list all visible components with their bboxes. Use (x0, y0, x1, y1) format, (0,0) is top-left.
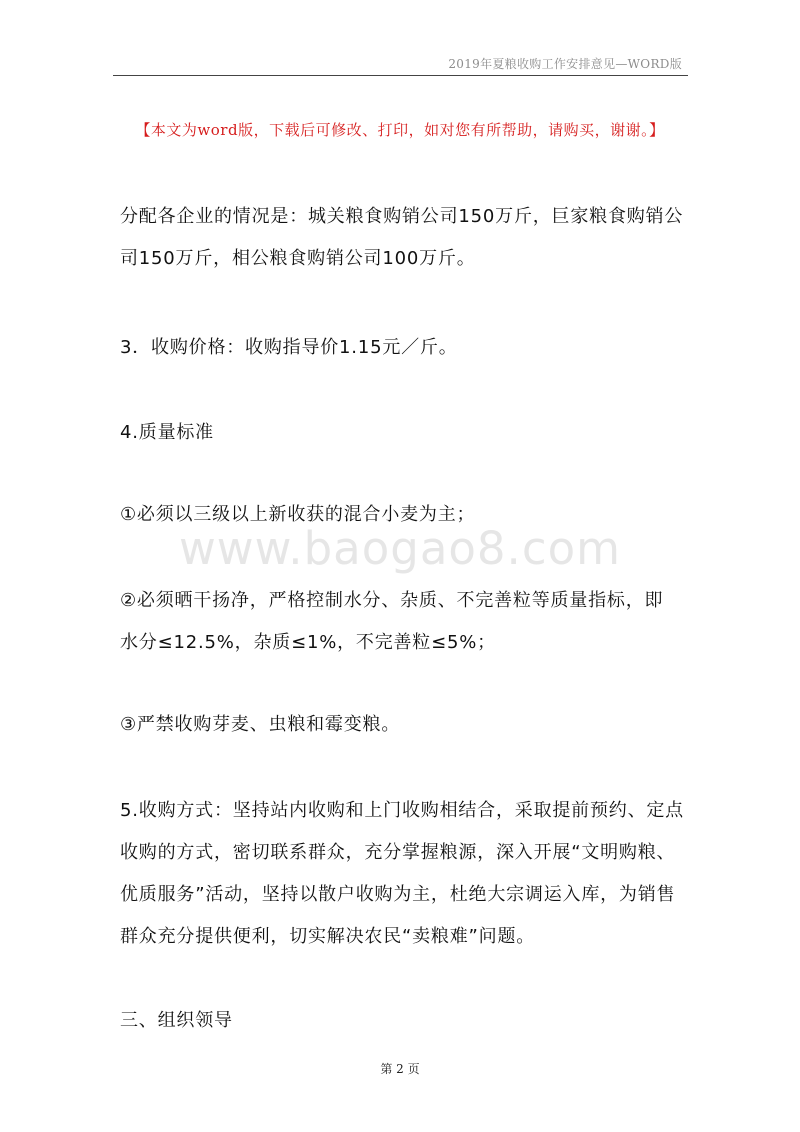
paragraph-quality-2 (120, 580, 690, 664)
purchase-notice: 【本文为word版，下载后可修改、打印，如对您有所帮助，请购买，谢谢。】 (135, 121, 665, 139)
paragraph-line: 3．收购价格：收购指导价1.15元／斤。 (120, 337, 458, 358)
paragraph-line: 水分≤12.5%，杂质≤1%，不完善粒≤5%； (120, 632, 496, 653)
paragraph-purchase-method (120, 790, 690, 958)
paragraph-line: 优质服务”活动，坚持以散户收购为主，杜绝大宗调运入库，为销售 (120, 884, 676, 905)
paragraph-line: 4.质量标准 (120, 422, 214, 443)
header-divider (113, 75, 688, 76)
paragraph-quality-3 (120, 704, 690, 746)
heading-organization (120, 1000, 690, 1042)
paragraph-line: ③严禁收购芽麦、虫粮和霉变粮。 (120, 714, 401, 735)
paragraph-line: 三、组织领导 (120, 1010, 233, 1031)
paragraph-line: 收购的方式，密切联系群众，充分掌握粮源，深入开展“文明购粮、 (120, 842, 676, 863)
paragraph-line: 5.收购方式：坚持站内收购和上门收购相结合，采取提前预约、定点 (120, 800, 684, 821)
paragraph-line: 群众充分提供便利，切实解决农民“卖粮难”问题。 (120, 926, 536, 947)
page-number: 第 2 页 (380, 1062, 420, 1076)
paragraph-line: ②必须晒干扬净，严格控制水分、杂质、不完善粒等质量指标，即 (120, 590, 664, 611)
paragraph-price (120, 327, 690, 369)
page-header-title: 2019年夏粮收购工作安排意见—WORD版 (448, 57, 682, 71)
paragraph-allocation (120, 196, 690, 280)
paragraph-line: 司150万斤，相公粮食购销公司100万斤。 (120, 248, 476, 269)
paragraph-line: ①必须以三级以上新收获的混合小麦为主； (120, 504, 476, 525)
paragraph-line: 分配各企业的情况是：城关粮食购销公司150万斤，巨家粮食购销公 (120, 206, 684, 227)
heading-quality-standard (120, 412, 690, 454)
paragraph-quality-1 (120, 494, 690, 536)
watermark: www.baogao8.com (179, 522, 621, 575)
